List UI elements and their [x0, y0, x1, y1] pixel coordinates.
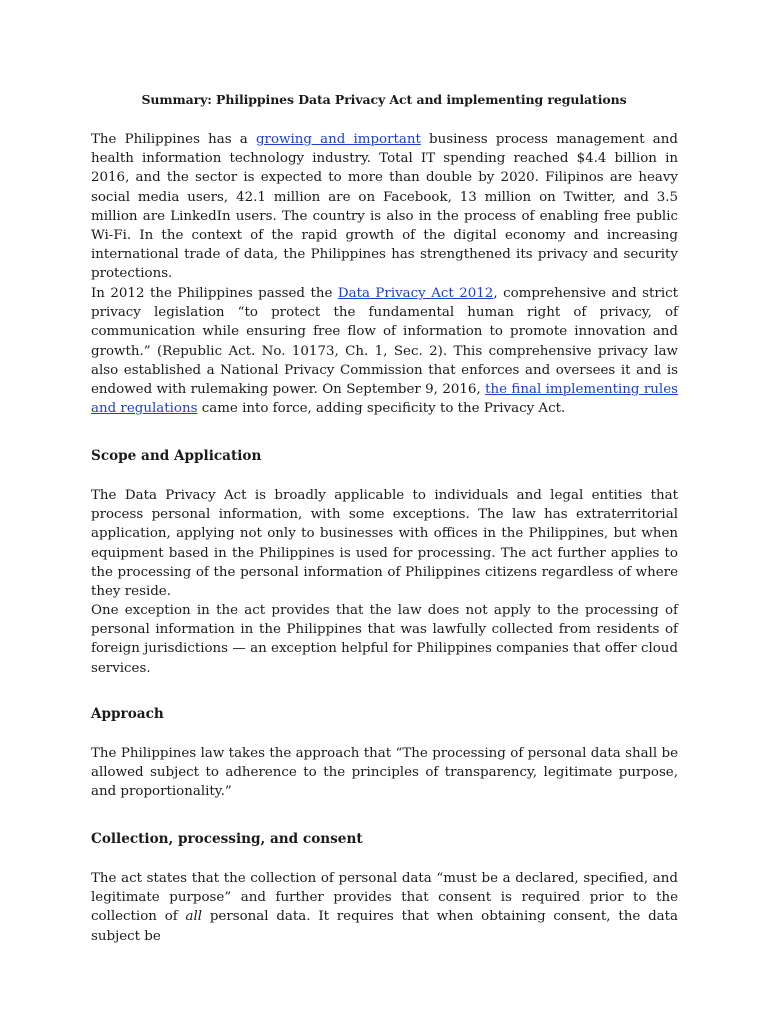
- data-privacy-act-2012-link[interactable]: Data Privacy Act 2012: [337, 286, 494, 301]
- text-run: In 2012 the Philippines passed the: [91, 286, 338, 301]
- text-run: , comprehensive and strict privacy legislation “to protect the fundamental human right of privacy, of communication while ensuring free flow of information to promote innovation and growth.” (Republic Act. No. 10173, Ch. 1, Sec. 2). This comprehensive privacy law also established a National Privacy Commission that enforces and oversees it and is endowed with rulemaking power. On September 9, 2016,: [91, 286, 678, 398]
- implementing-rules-link[interactable]: the final implementing rules and regulations: [91, 382, 678, 417]
- heading-approach: Approach: [91, 706, 164, 722]
- heading-scope-and-application: Scope and Application: [91, 448, 262, 464]
- document-title: Summary: Philippines Data Privacy Act and implementing regulations: [141, 92, 627, 107]
- text-run: business process management and health information technology industry. Total IT spending reached $4.4 billion in 2016, and the sector is expected to more than double by 2020. Filipinos are heavy social media users, 42.1 million are on Facebook, 13 million on Twitter, and 3.5 million are LinkedIn users. The country is also in the process of enabling free public Wi-Fi. In the context of the rapid growth of the digital economy and increasing international trade of data, the Philippines has strengthened its privacy and security protections.: [91, 132, 678, 282]
- growing-and-important-link[interactable]: growing and important: [255, 132, 421, 147]
- paragraph-intro: [91, 130, 678, 284]
- paragraph-collection: [91, 869, 678, 946]
- text-run: personal data. It requires that when obtaining consent, the data subject be: [91, 909, 678, 944]
- text-run: The act states that the collection of personal data “must be a declared, specified, and legitimate purpose” and further provides that consent is required prior to the collection of: [91, 871, 678, 925]
- text-run: came into force, adding specificity to the Privacy Act.: [197, 401, 566, 417]
- paragraph-data-privacy-act: [91, 284, 678, 418]
- emphasis-all: all: [185, 909, 203, 925]
- paragraph-approach: The Philippines law takes the approach that “The processing of personal data shall be allowed subject to adherence to the principles of transparency, legitimate purpose, and proportionality.”: [91, 746, 678, 800]
- paragraph-exception: One exception in the act provides that the law does not apply to the processing of personal information in the Philippines that was lawfully collected from residents of foreign jurisdictions — an exception helpful for Philippines companies that offer cloud services.: [91, 603, 678, 676]
- text-run: The Philippines has a: [91, 132, 256, 147]
- heading-collection-processing-consent: Collection, processing, and consent: [91, 831, 363, 847]
- paragraph-scope: The Data Privacy Act is broadly applicable to individuals and legal entities that process personal information, with some exceptions. The law has extraterritorial application, applying not only to businesses with offices in the Philippines, but when equipment based in the Philippines is used for processing. The act further applies to the processing of the personal information of Philippines citizens regardless of where they reside.: [91, 488, 678, 600]
